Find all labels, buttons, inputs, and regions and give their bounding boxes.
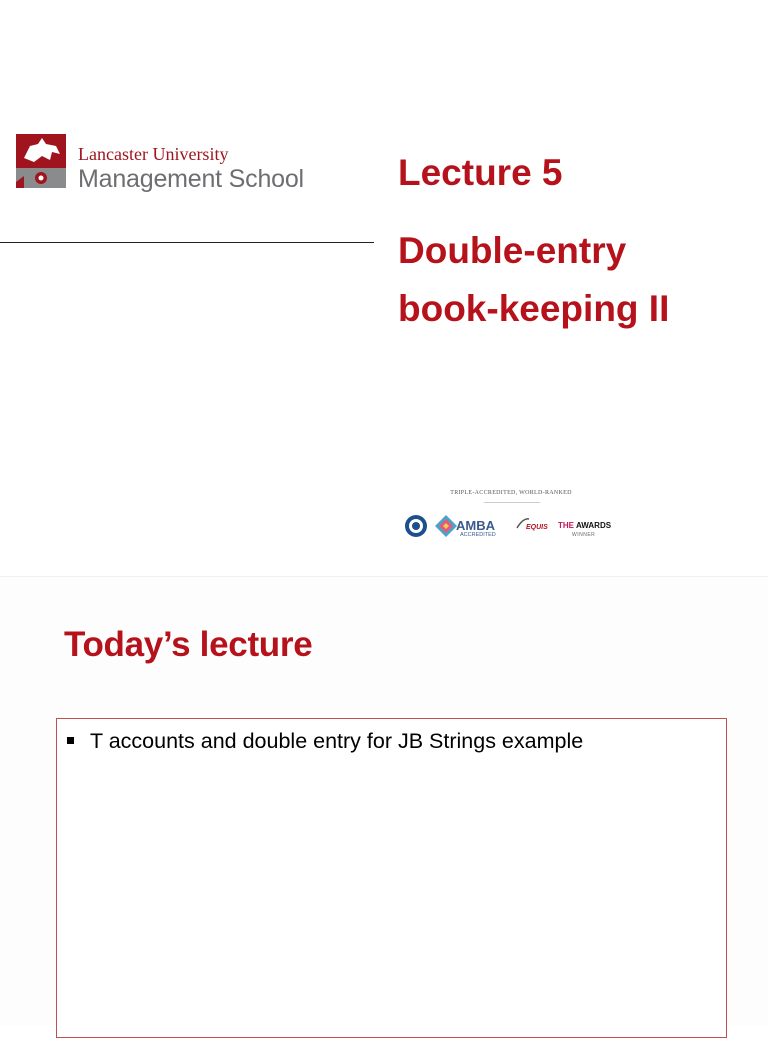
lecture-title: Lecture 5: [398, 152, 563, 193]
aacsb-badge-icon: [404, 514, 428, 538]
awards-label: THE AWARDS: [558, 521, 612, 530]
amba-label: AMBA: [456, 518, 495, 533]
logo-university-name: Lancaster University: [78, 144, 229, 164]
lecture-subtitle: [398, 222, 758, 338]
lancaster-crest-icon: [12, 132, 70, 190]
university-logo: [12, 130, 342, 192]
equis-label: EQUIS: [526, 524, 548, 531]
the-awards-badge: [558, 518, 616, 538]
awards-winner-label: WINNER: [572, 532, 596, 538]
section-title: Today’s lecture: [64, 625, 313, 664]
logo-school-name: Management School: [78, 165, 304, 193]
accreditation-divider: [484, 502, 540, 503]
square-bullet-icon: [67, 737, 74, 744]
amba-accredited-label: ACCREDITED: [460, 532, 496, 538]
content-box: [56, 718, 727, 1038]
amba-diamond-icon: [434, 514, 458, 538]
subtitle-line-1: Double-entry: [398, 230, 627, 271]
accreditation-caption: TRIPLE-ACCREDITED, WORLD-RANKED: [450, 490, 572, 496]
accreditation-strip: [404, 490, 618, 548]
subtitle-line-2: book-keeping II: [398, 288, 670, 329]
agenda-slide: [0, 576, 768, 1025]
divider-line: [0, 242, 374, 243]
list-item: [67, 729, 583, 754]
bullet-text: T accounts and double entry for JB Strings example: [90, 729, 584, 753]
